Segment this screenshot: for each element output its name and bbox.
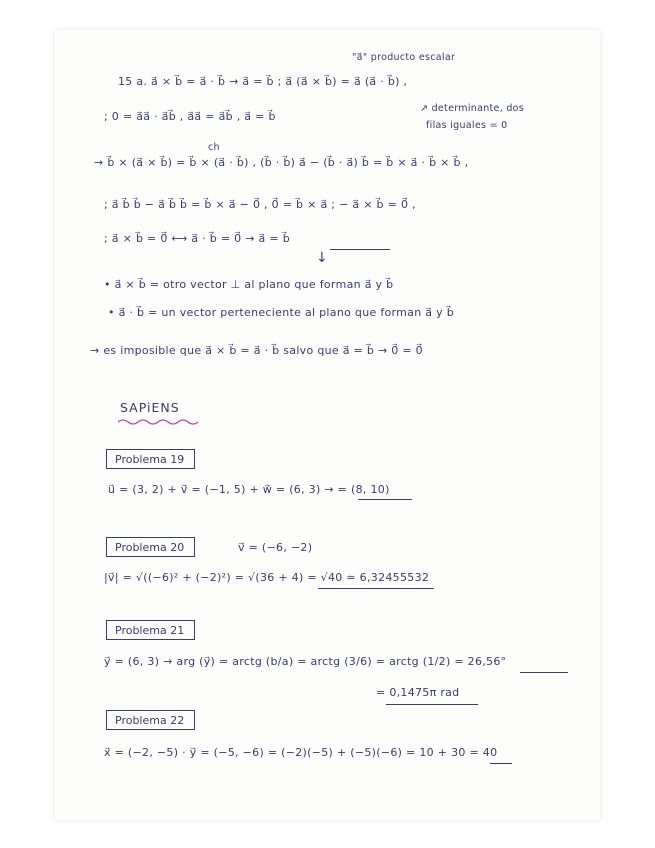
ch-annotation: ch: [208, 142, 220, 153]
problem-20-solution: |v⃗| = √((−6)² + (−2)²) = √(36 + 4) = √40 ≃ 6,32455532: [104, 571, 430, 584]
section-title: SAPiENS: [120, 400, 180, 415]
problem-21-underline-deg: [520, 672, 568, 673]
problem-19-solution: u⃗ = (3, 2) + v⃗ = (−1, 5) + w⃗ = (6, 3) → = (8, 10): [108, 483, 390, 496]
note-line-2: ; 0 = a⃗a⃗ · a⃗b⃗ , a⃗a⃗ = a⃗b⃗ , a⃗ = b⃗: [104, 110, 276, 123]
bullet-cross-product: • a⃗ × b⃗ = otro vector ⊥ al plano que forman a⃗ y b⃗: [104, 278, 394, 291]
note-line-4: ; a⃗ b⃗ b⃗ − a⃗ b⃗ b⃗ = b⃗ × a⃗ − 0⃗ , 0⃗ = b⃗ × a⃗ ; − a⃗ × b⃗ = 0⃗ ,: [104, 198, 416, 211]
problem-21-label: Problema 21: [106, 620, 195, 640]
annotation-filas: filas iguales = 0: [426, 120, 508, 131]
bullet-dot-product: • a⃗ · b⃗ = un vector perteneciente al plano que forman a⃗ y b⃗: [108, 306, 455, 319]
down-arrow-icon: ↓: [316, 250, 328, 266]
problem-20-vector: v⃗ = (−6, −2): [238, 541, 313, 554]
problem-21-radians: = 0,1475π rad: [376, 686, 460, 699]
problem-19-label: Problema 19: [106, 449, 195, 469]
problem-22-label: Problema 22: [106, 710, 195, 730]
problem-21-underline-rad: [386, 704, 478, 705]
problem-19-underline: [358, 499, 412, 500]
result-underline: [330, 249, 390, 250]
note-line-3: → b⃗ × (a⃗ × b⃗) = b⃗ × (a⃗ · b⃗) , (b⃗ · b⃗) a⃗ − (b⃗ · a⃗) b⃗ = b⃗ × a⃗ · b⃗ × b⃗ ,: [94, 156, 469, 169]
problem-20-label: Problema 20: [106, 537, 195, 557]
header-annotation: "a⃗" producto escalar: [352, 52, 456, 63]
note-line-1: 15 a. a⃗ × b⃗ = a⃗ · b⃗ → a⃗ = b⃗ ; a⃗ (a⃗ × b⃗) = a⃗ (a⃗ · b⃗) ,: [118, 75, 408, 88]
problem-22-solution: x⃗ = (−2, −5) · y⃗ = (−5, −6) = (−2)(−5) + (−5)(−6) = 10 + 30 = 40: [104, 746, 498, 759]
annotation-determinante: ↗ determinante, dos: [420, 103, 525, 114]
problem-22-underline: [490, 763, 512, 764]
problem-21-solution: y⃗ = (6, 3) → arg (y⃗) = arctg (b/a) = arctg (3/6) = arctg (1/2) = 26,56°: [104, 655, 507, 668]
conclusion-line: → es imposible que a⃗ × b⃗ = a⃗ · b⃗ salvo que a⃗ = b⃗ → 0⃗ = 0⃗: [90, 344, 423, 357]
note-line-5: ; a⃗ × b⃗ = 0⃗ ⟷ a⃗ · b⃗ = 0⃗ → a⃗ = b⃗: [104, 232, 290, 245]
problem-20-underline: [318, 588, 434, 589]
title-squiggle: [118, 418, 198, 426]
